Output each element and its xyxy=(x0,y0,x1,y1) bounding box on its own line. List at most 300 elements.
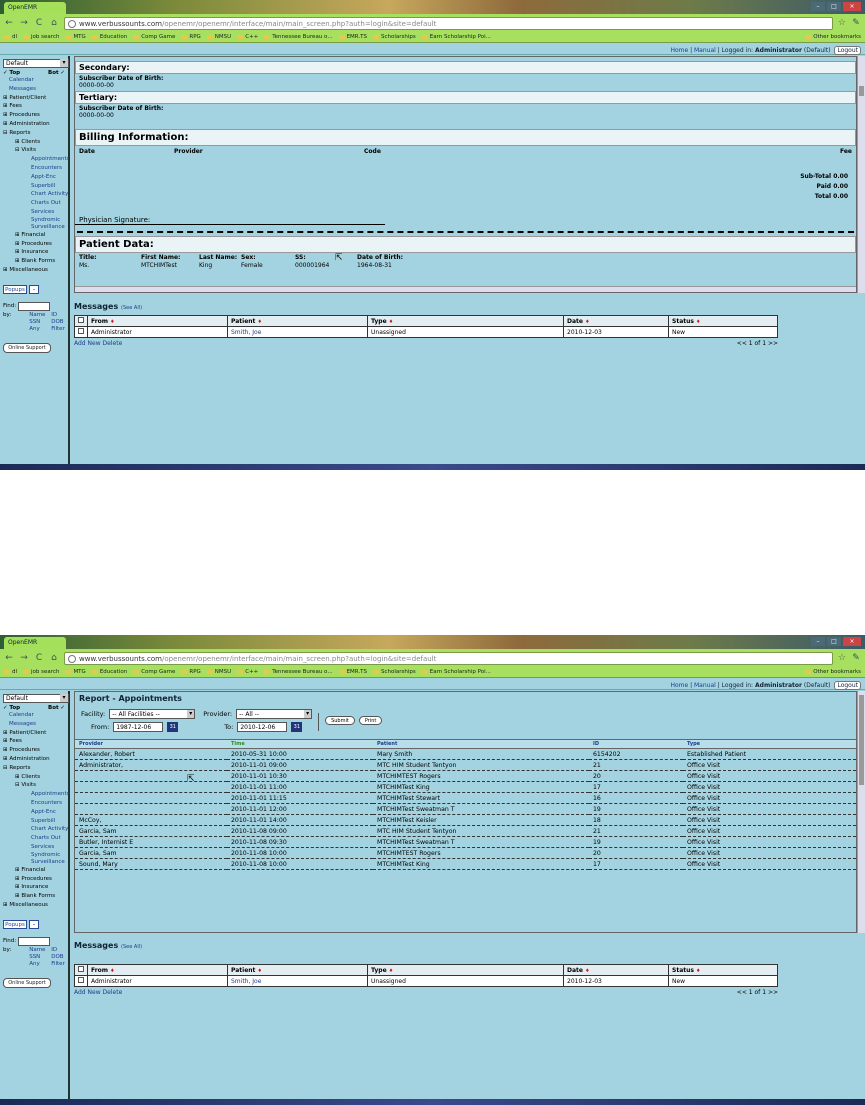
address-bar[interactable] xyxy=(64,652,833,665)
filter-buttons xyxy=(325,716,382,725)
provider-select[interactable]: -- All -- ▾ xyxy=(236,709,312,719)
nav-financial[interactable]: ⊞ Financial xyxy=(15,866,46,873)
nav-syndromic[interactable]: Syndromic Surveillance xyxy=(31,851,65,865)
nav-superbill[interactable]: Superbill xyxy=(31,817,56,824)
nav-insurance[interactable]: ⊞ Insurance xyxy=(15,884,49,891)
bot-checkbox[interactable]: Bot ✓ xyxy=(48,70,65,76)
messages-title: Messages xyxy=(74,302,119,311)
appt-patient: MTCHIMTest Sweatman T xyxy=(373,837,589,848)
nav-messages[interactable]: Messages xyxy=(9,85,36,92)
find-by-row xyxy=(3,947,65,968)
msg-patient[interactable]: Smith, Joe xyxy=(228,327,368,338)
nav-appt-enc[interactable]: Appt-Enc xyxy=(31,808,56,815)
billing-columns xyxy=(75,147,856,156)
logged-in-label: Logged in: xyxy=(721,682,754,689)
appt-patient: MTCHIMTest King xyxy=(373,782,589,793)
sort-arrow-icon: ♦ xyxy=(110,318,115,325)
appt-time: 2010-11-01 12:00 xyxy=(227,804,373,815)
back-arrow-icon[interactable]: ← xyxy=(5,18,13,28)
back-arrow-icon[interactable]: ← xyxy=(5,653,13,663)
col-date[interactable]: Date ♦ xyxy=(564,316,669,327)
user-suffix: (Default) xyxy=(803,682,831,689)
bookmark[interactable]: job search xyxy=(23,669,59,675)
find-row xyxy=(3,937,65,946)
appt-provider: Alexander, Robert xyxy=(75,749,227,760)
forward-arrow-icon[interactable]: → xyxy=(20,18,28,28)
bill-col-date: Date xyxy=(79,148,95,155)
browser-toolbar xyxy=(0,14,865,32)
find-by-filter[interactable]: Filter xyxy=(51,960,65,967)
col-type[interactable]: Type ♦ xyxy=(368,965,564,976)
msg-type: Unassigned xyxy=(368,327,564,338)
bookmark[interactable]: Tennessee Bureau o... xyxy=(264,34,332,40)
select-all-checkbox[interactable] xyxy=(78,317,84,323)
find-by-row xyxy=(3,312,65,333)
vertical-scrollbar[interactable] xyxy=(857,691,865,933)
bill-col-code: Code xyxy=(364,148,381,155)
manual-link[interactable]: Manual xyxy=(694,47,716,54)
nav-miscellaneous[interactable]: ⊞ Miscellaneous xyxy=(3,901,48,908)
appt-time: 2010-11-01 11:15 xyxy=(227,793,373,804)
vertical-scrollbar[interactable] xyxy=(857,56,865,293)
msg-status: New xyxy=(669,976,778,987)
pager xyxy=(737,340,778,347)
url-host: www.verbussounts.com xyxy=(79,19,162,28)
bookmark[interactable]: job search xyxy=(23,34,59,40)
bill-col-provider: Provider xyxy=(174,148,203,155)
from-label: From: xyxy=(91,723,110,731)
find-by-options xyxy=(13,312,65,333)
nav-syndromic[interactable]: Syndromic Surveillance xyxy=(31,216,65,230)
subtotal: Sub-Total 0.00 xyxy=(800,173,848,180)
nav-tree xyxy=(3,711,70,910)
nav-reports[interactable]: ⊟ Reports xyxy=(3,129,31,136)
home-link[interactable]: Home xyxy=(670,47,689,54)
col-date[interactable]: Date ♦ xyxy=(564,965,669,976)
layout-select[interactable]: Default ▾ xyxy=(3,694,69,703)
find-input[interactable] xyxy=(18,937,50,946)
bookmark[interactable]: EMR.TS xyxy=(339,34,367,40)
delete-link[interactable]: Delete xyxy=(102,340,123,347)
appt-type: Office Visit xyxy=(683,760,856,771)
popups-select[interactable]: Popups xyxy=(3,285,27,294)
nav-superbill[interactable]: Superbill xyxy=(31,182,56,189)
pat-h-ss: SS: xyxy=(295,254,306,261)
col-patient[interactable]: Patient xyxy=(373,740,589,749)
bookmark[interactable]: Earn Scholarship Poi... xyxy=(422,34,491,40)
msg-status: New xyxy=(669,327,778,338)
facility-label: Facility: xyxy=(81,710,106,718)
window-controls xyxy=(811,2,861,11)
window-titlebar xyxy=(0,0,865,14)
browser-tab[interactable] xyxy=(4,2,66,14)
col-type[interactable]: Type xyxy=(683,740,856,749)
appointments-body xyxy=(75,749,856,870)
os-taskbar xyxy=(0,464,865,470)
minimize-button[interactable]: – xyxy=(811,2,825,11)
find-by-ssn[interactable]: SSN xyxy=(29,953,41,960)
bookmark[interactable]: MTG xyxy=(65,34,85,40)
nav-procedures[interactable]: ⊞ Procedures xyxy=(3,747,40,754)
see-all-link[interactable]: (See All) xyxy=(121,944,143,950)
screenshot-billing xyxy=(0,0,865,470)
provider-label: Provider: xyxy=(203,710,233,718)
popups-dropdown[interactable]: - xyxy=(29,920,39,929)
secondary-heading: Secondary: xyxy=(75,61,856,74)
appt-provider xyxy=(75,804,227,815)
window-titlebar xyxy=(0,635,865,649)
bookmark[interactable]: Scholarships xyxy=(373,669,416,675)
find-by-ssn[interactable]: SSN xyxy=(29,318,41,325)
appt-time: 2010-05-31 10:00 xyxy=(227,749,373,760)
bookmark[interactable]: C++ xyxy=(237,669,258,675)
messages-header-row xyxy=(75,965,778,976)
bookmark[interactable]: Education xyxy=(92,669,127,675)
col-patient[interactable]: Patient ♦ xyxy=(228,965,368,976)
url-path: /openemr/openemr/interface/main/main_screen.php?auth=login&site=default xyxy=(161,19,437,28)
manual-link[interactable]: Manual xyxy=(694,682,716,689)
nav-procedures[interactable]: ⊞ Procedures xyxy=(3,112,40,119)
bookmark[interactable]: RPG xyxy=(181,669,200,675)
mouse-cursor-icon: ⇱ xyxy=(335,253,343,263)
nav-miscellaneous[interactable]: ⊞ Miscellaneous xyxy=(3,266,48,273)
msg-date: 2010-12-03 xyxy=(564,976,669,987)
bookmark[interactable]: dl xyxy=(4,34,17,40)
nav-clients[interactable]: ⊞ Clients xyxy=(15,138,41,145)
sort-arrow-icon: ♦ xyxy=(388,967,394,974)
nav-visits[interactable]: ⊟ Visits xyxy=(15,147,36,154)
star-icon[interactable]: ☆ xyxy=(837,18,846,28)
popups-select[interactable]: Popups xyxy=(3,920,27,929)
appt-patient: MTCHIMTest Stewart xyxy=(373,793,589,804)
popups-dropdown[interactable]: - xyxy=(29,285,39,294)
print-button[interactable]: Print xyxy=(359,716,383,725)
col-provider[interactable]: Provider xyxy=(75,740,227,749)
messages-table xyxy=(74,315,778,338)
messages-table xyxy=(74,964,778,987)
window-controls xyxy=(811,637,861,646)
nav-fees[interactable]: ⊞ Fees xyxy=(3,738,22,745)
col-from[interactable]: From ♦ xyxy=(88,965,228,976)
other-bookmarks[interactable]: Other bookmarks xyxy=(805,34,861,40)
bookmark[interactable]: NMSU xyxy=(207,669,231,675)
top-checkbox[interactable]: ✓ Top xyxy=(3,70,21,76)
nav-procedures-report[interactable]: ⊞ Procedures xyxy=(15,240,52,247)
pat-h-last: Last Name: xyxy=(199,254,238,261)
msg-patient[interactable]: Smith, Joe xyxy=(228,976,368,987)
nav-financial[interactable]: ⊞ Financial xyxy=(15,231,46,238)
wrench-icon[interactable]: ✎ xyxy=(852,653,860,663)
row-checkbox-cell xyxy=(75,976,88,987)
col-from[interactable]: From ♦ xyxy=(88,316,228,327)
report-filter-form xyxy=(75,705,856,740)
user-name: Administrator xyxy=(755,47,802,54)
wrench-icon[interactable]: ✎ xyxy=(852,18,860,28)
nav-encounters[interactable]: Encounters xyxy=(31,799,62,806)
nav-charts-out[interactable]: Charts Out xyxy=(31,835,61,842)
appt-time: 2010-11-08 09:30 xyxy=(227,837,373,848)
appt-provider: Sound, Mary xyxy=(75,859,227,870)
pat-dob: 1964-08-31 xyxy=(357,262,392,269)
scrollbar-thumb[interactable] xyxy=(859,695,864,785)
appt-provider: Garcia, Sam xyxy=(75,848,227,859)
appt-type: Office Visit xyxy=(683,793,856,804)
paid: Paid 0.00 xyxy=(816,183,848,190)
select-all-checkbox[interactable] xyxy=(78,966,84,972)
nav-administration[interactable]: ⊞ Administration xyxy=(3,755,50,762)
layout-select[interactable]: Default ▾ xyxy=(3,59,69,68)
nav-services[interactable]: Services xyxy=(31,843,55,850)
table-row[interactable] xyxy=(75,749,856,760)
horizontal-scrollbar[interactable] xyxy=(75,286,856,292)
appt-time: 2010-11-01 11:00 xyxy=(227,782,373,793)
find-by-any[interactable]: Any xyxy=(29,325,40,332)
filter-separator xyxy=(318,713,319,731)
appt-patient: MTC HIM Student Tentyon xyxy=(373,760,589,771)
table-row[interactable] xyxy=(75,793,856,804)
nav-blank-forms[interactable]: ⊞ Blank Forms xyxy=(15,893,56,900)
sort-arrow-icon: ♦ xyxy=(257,967,262,974)
nav-chart-activity[interactable]: Chart Activity xyxy=(31,826,69,833)
col-type[interactable]: Type ♦ xyxy=(368,316,564,327)
nav-clients[interactable]: ⊞ Clients xyxy=(15,773,41,780)
find-by-any[interactable]: Any xyxy=(29,960,40,967)
calendar-icon[interactable]: 31 xyxy=(167,722,178,732)
table-row[interactable] xyxy=(75,760,856,771)
appt-type: Established Patient xyxy=(683,749,856,760)
col-status[interactable]: Status ♦ xyxy=(669,316,778,327)
forward-arrow-icon[interactable]: → xyxy=(20,653,28,663)
find-by-options xyxy=(13,947,65,968)
scrollbar-thumb[interactable] xyxy=(859,86,864,96)
see-all-link[interactable]: (See All) xyxy=(121,305,143,311)
pat-h-first: First Name: xyxy=(141,254,181,261)
table-row[interactable] xyxy=(75,848,856,859)
nav-appointments[interactable]: Appointments xyxy=(31,791,70,798)
reload-icon[interactable]: C xyxy=(35,18,43,28)
nav-visits[interactable]: ⊟ Visits xyxy=(15,782,36,789)
pager-prev[interactable]: << xyxy=(736,989,747,996)
facility-select[interactable]: -- All Facilities -- ▾ xyxy=(109,709,195,719)
row-checkbox-cell xyxy=(75,327,88,338)
pat-h-sex: Sex: xyxy=(241,254,256,261)
other-bookmarks[interactable]: Other bookmarks xyxy=(805,669,861,675)
find-by-id[interactable]: ID xyxy=(51,946,58,953)
appt-id: 19 xyxy=(589,837,683,848)
nav-patient-client[interactable]: ⊞ Patient/Client xyxy=(3,729,47,736)
row-checkbox[interactable] xyxy=(78,328,84,334)
appt-provider xyxy=(75,782,227,793)
appt-id: 21 xyxy=(589,826,683,837)
logged-in-label: Logged in: xyxy=(721,47,754,54)
bookmark[interactable]: Comp Game xyxy=(133,669,175,675)
reload-icon[interactable]: C xyxy=(35,653,43,663)
nav-appointments[interactable]: Appointments xyxy=(31,156,70,163)
find-by-name[interactable]: Name xyxy=(29,311,46,318)
appt-patient: MTCHIMTEST Rogers xyxy=(373,848,589,859)
col-time[interactable]: Time xyxy=(227,740,373,749)
minimize-button[interactable]: – xyxy=(811,637,825,646)
appointments-header-row xyxy=(75,740,856,749)
find-by-dob[interactable]: DOB xyxy=(51,318,64,325)
url-path: /openemr/openemr/interface/main/main_screen.php?auth=login&site=default xyxy=(161,654,437,663)
pager-next[interactable]: >> xyxy=(767,340,778,347)
online-support-button[interactable]: Online Support xyxy=(3,978,51,988)
star-icon[interactable]: ☆ xyxy=(837,653,846,663)
mouse-cursor-icon: ⇱ xyxy=(187,774,195,784)
find-by-name[interactable]: Name xyxy=(29,946,46,953)
maximize-button[interactable]: □ xyxy=(827,2,841,11)
appt-type: Office Visit xyxy=(683,815,856,826)
nav-calendar[interactable]: Calendar xyxy=(9,712,34,718)
nav-charts-out[interactable]: Charts Out xyxy=(31,200,61,207)
appt-type: Office Visit xyxy=(683,804,856,815)
bookmark[interactable]: NMSU xyxy=(207,34,231,40)
appt-time: 2010-11-01 09:00 xyxy=(227,760,373,771)
appt-patient: MTC HIM Student Tentyon xyxy=(373,826,589,837)
nav-messages[interactable]: Messages xyxy=(9,720,36,727)
nav-patient-client[interactable]: ⊞ Patient/Client xyxy=(3,94,47,101)
patient-data-grid xyxy=(75,254,856,269)
nav-chart-activity[interactable]: Chart Activity xyxy=(31,191,69,198)
col-id[interactable]: ID xyxy=(589,740,683,749)
add-new-link[interactable]: Add New xyxy=(74,989,101,996)
pat-ss: 000001964 xyxy=(295,262,330,269)
sort-arrow-icon: ♦ xyxy=(696,318,701,325)
table-row[interactable] xyxy=(75,976,778,987)
appt-id: 19 xyxy=(589,804,683,815)
nav-reports[interactable]: ⊟ Reports xyxy=(3,764,31,771)
nav-services[interactable]: Services xyxy=(31,208,55,215)
find-by-id[interactable]: ID xyxy=(51,311,58,318)
bookmarks-bar xyxy=(0,32,865,43)
home-link[interactable]: Home xyxy=(670,682,689,689)
pat-h-title: Title: xyxy=(79,254,97,261)
bookmark[interactable]: Education xyxy=(92,34,127,40)
add-new-link[interactable]: Add New xyxy=(74,340,101,347)
col-status[interactable]: Status ♦ xyxy=(669,965,778,976)
find-by-dob[interactable]: DOB xyxy=(51,953,64,960)
report-frame xyxy=(74,691,857,933)
bookmark[interactable]: dl xyxy=(4,669,17,675)
billing-frame xyxy=(74,56,857,293)
bookmark[interactable]: EMR.TS xyxy=(339,669,367,675)
maximize-button[interactable]: □ xyxy=(827,637,841,646)
find-by-filter[interactable]: Filter xyxy=(51,325,65,332)
bookmark[interactable]: Scholarships xyxy=(373,34,416,40)
pager xyxy=(737,989,778,996)
nav-fees[interactable]: ⊞ Fees xyxy=(3,103,22,110)
appt-id: 21 xyxy=(589,760,683,771)
home-icon[interactable]: ⌂ xyxy=(51,653,57,663)
report-title: Report - Appointments xyxy=(79,694,182,703)
appt-patient: Mary Smith xyxy=(373,749,589,760)
col-patient[interactable]: Patient ♦ xyxy=(228,316,368,327)
find-input[interactable] xyxy=(18,302,50,311)
messages-title: Messages xyxy=(74,941,119,950)
appt-id: 17 xyxy=(589,782,683,793)
page-break-divider xyxy=(77,231,854,233)
logout-button[interactable]: Logout xyxy=(834,46,861,55)
appt-id: 20 xyxy=(589,848,683,859)
submit-button[interactable]: Submit xyxy=(325,716,355,725)
billing-heading: Billing Information: xyxy=(75,129,856,146)
appt-patient: MTCHIMTest Sweatman T xyxy=(373,804,589,815)
bookmark[interactable]: MTG xyxy=(65,669,85,675)
msg-from: Administrator xyxy=(88,327,228,338)
popups-control xyxy=(3,285,65,294)
to-label: To: xyxy=(224,723,234,731)
nav-calendar[interactable]: Calendar xyxy=(9,77,34,83)
calendar-icon[interactable]: 31 xyxy=(291,722,302,732)
tab-title: OpenEMR xyxy=(8,639,38,646)
nav-encounters[interactable]: Encounters xyxy=(31,164,62,171)
appt-type: Office Visit xyxy=(683,782,856,793)
nav-administration[interactable]: ⊞ Administration xyxy=(3,120,50,127)
by-label: by: xyxy=(3,311,12,318)
table-row[interactable] xyxy=(75,826,856,837)
table-row[interactable] xyxy=(75,327,778,338)
browser-tab[interactable] xyxy=(4,637,66,649)
pager-prev[interactable]: << xyxy=(736,340,747,347)
table-row[interactable] xyxy=(75,859,856,870)
to-date-input[interactable]: 2010-12-06 xyxy=(237,722,287,732)
close-button[interactable]: × xyxy=(843,2,861,11)
bookmark[interactable]: Earn Scholarship Poi... xyxy=(422,669,491,675)
nav-appt-enc[interactable]: Appt-Enc xyxy=(31,173,56,180)
messages-panel xyxy=(74,941,863,996)
top-checkbox[interactable]: ✓ Top xyxy=(3,705,21,711)
home-icon[interactable]: ⌂ xyxy=(51,18,57,28)
bot-checkbox[interactable]: Bot ✓ xyxy=(48,705,65,711)
bookmark[interactable]: Comp Game xyxy=(133,34,175,40)
appt-patient: MTCHIMTEST Rogers xyxy=(373,771,589,782)
find-label: Find: xyxy=(3,938,17,945)
subscriber-dob-value-2: 0000-00-00 xyxy=(79,112,114,119)
find-row xyxy=(3,302,65,311)
appt-type: Office Visit xyxy=(683,826,856,837)
bookmark[interactable]: Tennessee Bureau o... xyxy=(264,669,332,675)
find-label: Find: xyxy=(3,303,17,310)
appt-type: Office Visit xyxy=(683,837,856,848)
pager-next[interactable]: >> xyxy=(767,989,778,996)
logout-button[interactable]: Logout xyxy=(834,681,861,690)
from-date-input[interactable]: 1987-12-06 xyxy=(113,722,163,732)
nav-insurance[interactable]: ⊞ Insurance xyxy=(15,249,49,256)
table-row[interactable] xyxy=(75,837,856,848)
close-button[interactable]: × xyxy=(843,637,861,646)
appointments-table xyxy=(75,740,856,870)
pat-last: King xyxy=(199,262,213,269)
pat-sex: Female xyxy=(241,262,263,269)
nav-procedures-report[interactable]: ⊞ Procedures xyxy=(15,875,52,882)
tab-title: OpenEMR xyxy=(8,4,38,11)
appt-provider: Butler, Internist E xyxy=(75,837,227,848)
online-support-button[interactable]: Online Support xyxy=(3,343,51,353)
table-row[interactable] xyxy=(75,815,856,826)
address-bar[interactable] xyxy=(64,17,833,30)
user-name: Administrator xyxy=(755,682,802,689)
nav-tree xyxy=(3,76,70,275)
row-checkbox[interactable] xyxy=(78,977,84,983)
nav-blank-forms[interactable]: ⊞ Blank Forms xyxy=(15,258,56,265)
bookmark[interactable]: C++ xyxy=(237,34,258,40)
bookmark[interactable]: RPG xyxy=(181,34,200,40)
delete-link[interactable]: Delete xyxy=(102,989,123,996)
table-row[interactable] xyxy=(75,804,856,815)
pat-first: MTCHIMTest xyxy=(141,262,177,269)
page-icon xyxy=(68,20,76,28)
